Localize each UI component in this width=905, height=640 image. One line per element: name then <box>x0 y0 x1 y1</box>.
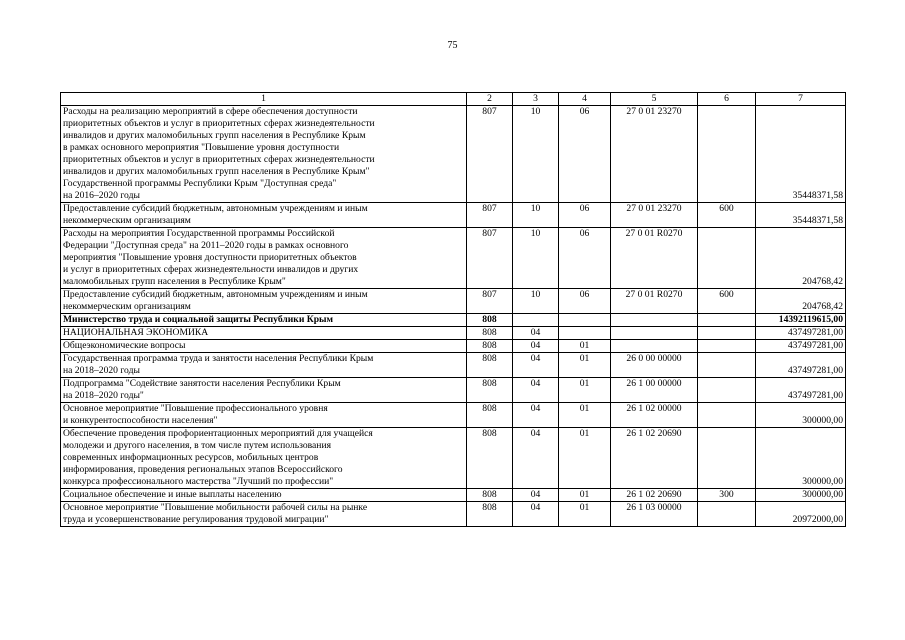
table-row <box>61 353 846 378</box>
target-article-cell: 26 0 00 00000 <box>611 353 698 378</box>
row-name-cell: Подпрограмма "Содействие занятости населения Республики Крым на 2018–2020 годы" <box>61 378 467 403</box>
subsection-code-cell: 01 <box>559 403 611 428</box>
ministry-code-cell: 807 <box>467 106 513 203</box>
target-article-cell: 26 1 00 00000 <box>611 378 698 403</box>
ministry-code-cell: 808 <box>467 353 513 378</box>
expense-type-cell <box>698 403 756 428</box>
table-row <box>61 340 846 353</box>
expense-type-cell <box>698 378 756 403</box>
expense-type-cell <box>698 314 756 327</box>
column-header: 3 <box>513 93 559 106</box>
sum-cell: 204768,42 <box>756 289 846 314</box>
section-code-cell: 04 <box>513 502 559 527</box>
expense-type-cell <box>698 340 756 353</box>
table-row <box>61 502 846 527</box>
sum-cell: 20972000,00 <box>756 502 846 527</box>
row-name-cell: Основное мероприятие "Повышение профессионального уровня и конкурентоспособности населения" <box>61 403 467 428</box>
subsection-code-cell: 06 <box>559 289 611 314</box>
section-code-cell: 10 <box>513 106 559 203</box>
expense-type-cell <box>698 353 756 378</box>
table-row <box>61 489 846 502</box>
target-article-cell: 26 1 02 20690 <box>611 489 698 502</box>
section-code-cell: 04 <box>513 340 559 353</box>
subsection-code-cell: 06 <box>559 106 611 203</box>
table-row <box>61 428 846 489</box>
target-article-cell: 26 1 02 20690 <box>611 428 698 489</box>
table-row <box>61 403 846 428</box>
column-numbers-row <box>61 93 846 106</box>
section-code-cell: 04 <box>513 403 559 428</box>
ministry-code-cell: 808 <box>467 340 513 353</box>
row-name-cell: Обеспечение проведения профориентационных мероприятий для учащейся молодежи и другого населения, в том числе путем использования современных информационных ресурсов, мобильных центров информирования, проведения региональных этапов Всероссийского конкурса профессионального мастерства "Лучший по профессии" <box>61 428 467 489</box>
ministry-code-cell: 808 <box>467 378 513 403</box>
column-header: 5 <box>611 93 698 106</box>
subsection-code-cell: 01 <box>559 353 611 378</box>
subsection-code-cell: 06 <box>559 228 611 289</box>
subsection-code-cell <box>559 314 611 327</box>
subsection-code-cell <box>559 327 611 340</box>
ministry-code-cell: 808 <box>467 403 513 428</box>
ministry-code-cell: 807 <box>467 203 513 228</box>
row-name-cell: Основное мероприятие "Повышение мобильности рабочей силы на рынке труда и усовершенствование регулирования трудовой миграции" <box>61 502 467 527</box>
subsection-code-cell: 01 <box>559 502 611 527</box>
section-code-cell: 04 <box>513 428 559 489</box>
subsection-code-cell: 01 <box>559 428 611 489</box>
subsection-code-cell: 01 <box>559 378 611 403</box>
ministry-code-cell: 808 <box>467 489 513 502</box>
expense-type-cell: 600 <box>698 289 756 314</box>
section-code-cell: 04 <box>513 378 559 403</box>
sum-cell: 14392119615,00 <box>756 314 846 327</box>
row-name-cell: Государственная программа труда и занятости населения Республики Крым на 2018–2020 годы <box>61 353 467 378</box>
ministry-code-cell: 807 <box>467 228 513 289</box>
table-row <box>61 228 846 289</box>
expense-type-cell <box>698 502 756 527</box>
expense-type-cell <box>698 106 756 203</box>
target-article-cell <box>611 340 698 353</box>
section-code-cell: 04 <box>513 353 559 378</box>
section-code-cell: 10 <box>513 289 559 314</box>
row-name-cell: Министерство труда и социальной защиты Республики Крым <box>61 314 467 327</box>
ministry-code-cell: 807 <box>467 289 513 314</box>
column-header: 1 <box>61 93 467 106</box>
sum-cell: 300000,00 <box>756 489 846 502</box>
ministry-code-cell: 808 <box>467 314 513 327</box>
expense-type-cell <box>698 428 756 489</box>
table-row <box>61 314 846 327</box>
row-name-cell: Социальное обеспечение и иные выплаты населению <box>61 489 467 502</box>
sum-cell: 437497281,00 <box>756 353 846 378</box>
section-code-cell: 10 <box>513 228 559 289</box>
row-name-cell: Предоставление субсидий бюджетным, автономным учреждениям и иным некоммерческим организациям <box>61 203 467 228</box>
row-name-cell: Расходы на реализацию мероприятий в сфере обеспечения доступности приоритетных объектов и услуг в приоритетных сферах жизнедеятельности инвалидов и других маломобильных групп населения в Республике Крым в рамках основного мероприятия "Повышение уровня доступности приоритетных объектов и услуг в приоритетных сферах жизнедеятельности инвалидов и других маломобильных групп населения в Республике Крым" Государственной программы Республики Крым "Доступная среда" на 2016–2020 годы <box>61 106 467 203</box>
column-header: 7 <box>756 93 846 106</box>
expense-type-cell <box>698 327 756 340</box>
table-row <box>61 203 846 228</box>
subsection-code-cell: 01 <box>559 489 611 502</box>
target-article-cell: 27 0 01 R0270 <box>611 228 698 289</box>
target-article-cell: 26 1 02 00000 <box>611 403 698 428</box>
sum-cell: 300000,00 <box>756 428 846 489</box>
section-code-cell: 04 <box>513 327 559 340</box>
table-row <box>61 106 846 203</box>
expense-type-cell <box>698 228 756 289</box>
subsection-code-cell: 01 <box>559 340 611 353</box>
sum-cell: 35448371,58 <box>756 106 846 203</box>
row-name-cell: Расходы на мероприятия Государственной программы Российской Федерации "Доступная среда" на 2011–2020 годы в рамках основного мероприятия "Повышение уровня доступности приоритетных объектов и услуг в приоритетных сферах жизнедеятельности инвалидов и других маломобильных групп населения в Республике Крым" <box>61 228 467 289</box>
section-code-cell <box>513 314 559 327</box>
target-article-cell <box>611 327 698 340</box>
sum-cell: 437497281,00 <box>756 327 846 340</box>
column-header: 2 <box>467 93 513 106</box>
target-article-cell: 26 1 03 00000 <box>611 502 698 527</box>
budget-table <box>60 92 846 527</box>
sum-cell: 437497281,00 <box>756 340 846 353</box>
table-row <box>61 327 846 340</box>
section-code-cell: 04 <box>513 489 559 502</box>
row-name-cell: НАЦИОНАЛЬНАЯ ЭКОНОМИКА <box>61 327 467 340</box>
row-name-cell: Общеэкономические вопросы <box>61 340 467 353</box>
row-name-cell: Предоставление субсидий бюджетным, автономным учреждениям и иным некоммерческим организациям <box>61 289 467 314</box>
expense-type-cell: 300 <box>698 489 756 502</box>
target-article-cell: 27 0 01 23270 <box>611 203 698 228</box>
sum-cell: 35448371,58 <box>756 203 846 228</box>
table-row <box>61 378 846 403</box>
sum-cell: 204768,42 <box>756 228 846 289</box>
target-article-cell: 27 0 01 23270 <box>611 106 698 203</box>
ministry-code-cell: 808 <box>467 327 513 340</box>
column-header: 4 <box>559 93 611 106</box>
table-row <box>61 289 846 314</box>
target-article-cell: 27 0 01 R0270 <box>611 289 698 314</box>
ministry-code-cell: 808 <box>467 428 513 489</box>
sum-cell: 437497281,00 <box>756 378 846 403</box>
target-article-cell <box>611 314 698 327</box>
sum-cell: 300000,00 <box>756 403 846 428</box>
expense-type-cell: 600 <box>698 203 756 228</box>
ministry-code-cell: 808 <box>467 502 513 527</box>
page-number: 75 <box>447 40 458 51</box>
column-header: 6 <box>698 93 756 106</box>
section-code-cell: 10 <box>513 203 559 228</box>
subsection-code-cell: 06 <box>559 203 611 228</box>
